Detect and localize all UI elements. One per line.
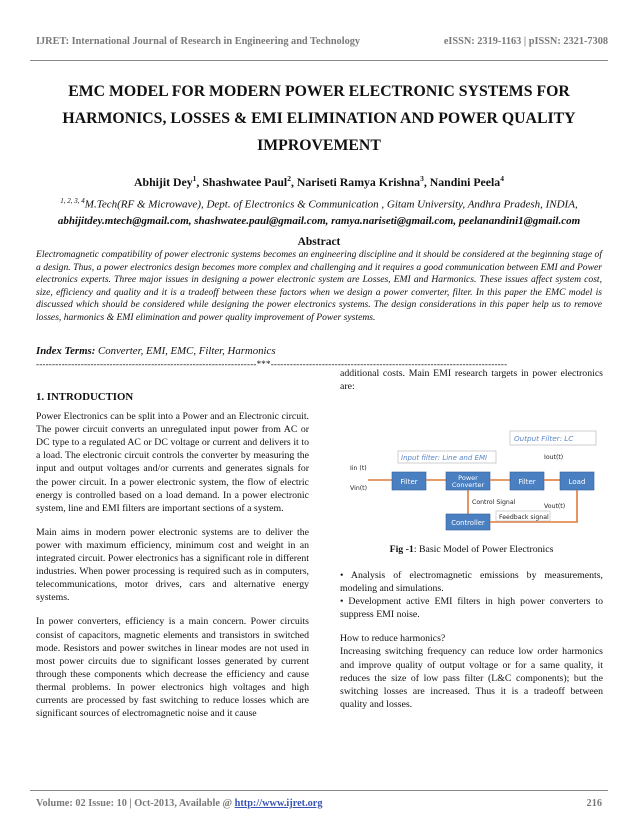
footer-volume: Volume: 02 Issue: 10 | Oct-2013, Available @ [36, 798, 235, 809]
figure-caption [340, 544, 603, 555]
intro-paragraph-4: additional costs. Main EMI research targets in power electronics are: [340, 368, 603, 393]
load-label: Load [568, 478, 586, 486]
title-line-2: HARMONICS, LOSSES & EMI ELIMINATION AND POWER QUALITY [62, 110, 576, 127]
right-column-top [340, 367, 603, 404]
abstract-text: Electromagnetic compatibility of power electronic systems becomes an engineering discipline and it should be considered at the beginning stage of a design. Thus, a power electronics design becomes more complex and challenging and it requires a good communication between EMI and Power electronics experts. Three major issues in designing a power electronic system are Losses, EMI and Harmonics. These issues affect system cost, size, efficiency and quality and it is a tradeoff between these factors when we design a power converter, filter. In this paper the EMC model is discussed which should be considered while designing the power electronics systems. The design considerations in this paper help us to remove losses, harmonics & EMI elimination and power quality improvement of Power systems. [36, 249, 602, 323]
author-2: Shashwatee Paul [202, 174, 288, 189]
bullet-1: • Analysis of electromagnetic emissions by measurements, modeling and simulations. [340, 570, 603, 595]
author-1: Abhijit Dey [134, 174, 193, 189]
title-line-1: EMC MODEL FOR MODERN POWER ELECTRONIC SYSTEMS FOR [68, 83, 570, 100]
affiliation: M.Tech(RF & Microwave), Dept. of Electronics & Communication , Gitam University, Andhra Pradesh, INDIA, [84, 198, 578, 211]
issn: eISSN: 2319-1163 | pISSN: 2321-7308 [443, 36, 608, 47]
filter-1-label: Filter [400, 478, 418, 486]
bullet-2: • Development active EMI filters in high power converters to suppress EMI noise. [340, 596, 603, 621]
power-converter-label-1: Power [458, 474, 478, 482]
header-rule [30, 60, 608, 61]
right-column-bottom [340, 569, 603, 722]
input-filter-label: Input filter: Line and EMI [401, 454, 488, 462]
power-converter-label-2: Converter [451, 481, 485, 489]
control-signal-label: Control Signal [472, 499, 516, 506]
index-terms-value: Converter, EMI, EMC, Filter, Harmonics [95, 345, 276, 357]
controller-label: Controller [451, 519, 485, 527]
section-separator: ---------------------------------------------------------------------***-------------------------------------------------------------------------- [36, 359, 508, 369]
page-number: 216 [586, 798, 602, 809]
author-3: Nariseti Ramya Krishna [296, 174, 421, 189]
intro-paragraph-3: In power converters, efficiency is a main concern. Power circuits consist of capacitors, magnetic elements and transistors in switched mode. Resistors and power switches in linear modes are not used in most power circuits due to significant losses generated by current through these components which decrease the efficiency and cause thermal problems. In power electronics high voltages and high currents are processed by fast switching to reduce losses which are significant sources of electromagnetic noise and it cause [36, 616, 309, 720]
figure-caption-label: Fig -1 [389, 544, 414, 555]
footer-link[interactable]: http://www.ijret.org [234, 798, 323, 809]
vin-label: Vin(t) [350, 485, 367, 492]
abstract-heading: Abstract [297, 236, 341, 248]
affiliation-sup: 1, 2, 3, 4 [60, 197, 85, 205]
journal-name: IJRET: International Journal of Research in Engineering and Technology [36, 36, 361, 47]
feedback-label: Feedback signal [499, 514, 549, 521]
author-4-sup: 4 [500, 174, 504, 183]
iout-label: Iout(t) [544, 454, 564, 461]
intro-paragraph-1: Power Electronics can be split into a Power and an Electronic circuit. The power circuit converts an unregulated input power from AC or DC type to a regulated AC or DC voltage or current and delivers it to a load. The electronic circuit controls the converter by measuring the input and output voltages and/or currents and generates signals for the power circuit. In a power electronic system, the flow of electric energy is controlled based on a load demand. In a power electronic system, line and EMI filters are important sections of a system. [36, 411, 309, 514]
title-line-3: IMPROVEMENT [257, 137, 381, 154]
journal-header [36, 36, 608, 47]
author-2-sup: 2 [287, 174, 291, 183]
page-footer [36, 798, 602, 809]
filter-2-label: Filter [518, 478, 536, 486]
footer-rule [30, 790, 608, 791]
affiliation-block [30, 193, 608, 229]
author-3-sup: 3 [420, 174, 424, 183]
power-electronics-diagram [348, 428, 600, 534]
author-4: Nandini Peela [429, 174, 501, 189]
left-column [36, 391, 309, 731]
author-1-sup: 1 [192, 174, 197, 183]
iin-label: Iin (t) [350, 465, 367, 472]
figure-caption-text: : Basic Model of Power Electronics [413, 544, 554, 555]
index-terms [36, 345, 276, 357]
author-list: Abhijit Dey$^1$, Shashwatee Paul$^2$, Nariseti Ramya Krishna$^3$, Nandini Peela$^4$ [134, 174, 504, 189]
intro-heading: 1. INTRODUCTION [36, 391, 134, 403]
paper-title [30, 78, 608, 159]
intro-paragraph-2: Main aims in modern power electronic systems are to deliver the power with maximum efficiency, minimum cost and weight in an integrated circuit. Power electronics has a significant role in different industries. When power processing is required such as in computers, telecommunications, motor drives, cars and alternative energy systems. [36, 526, 309, 604]
author-emails: abhijitdey.mtech@gmail.com, shashwatee.paul@gmail.com, ramya.nariseti@gmail.com, peelanandini1@gmail.com [57, 214, 581, 227]
vout-label: Vout(t) [544, 503, 566, 510]
harmonics-paragraph: Increasing switching frequency can reduce low order harmonics and improve quality of output voltage or for a same quality, it reduces the size of low pass filter (L&C components); but the switching losses are increased. Thus it is a tradeoff between quality and losses. [340, 646, 603, 710]
harmonics-question: How to reduce harmonics? [340, 633, 446, 645]
output-filter-label: Output Filter: LC [514, 434, 574, 443]
index-terms-label: Index Terms: [36, 345, 96, 357]
